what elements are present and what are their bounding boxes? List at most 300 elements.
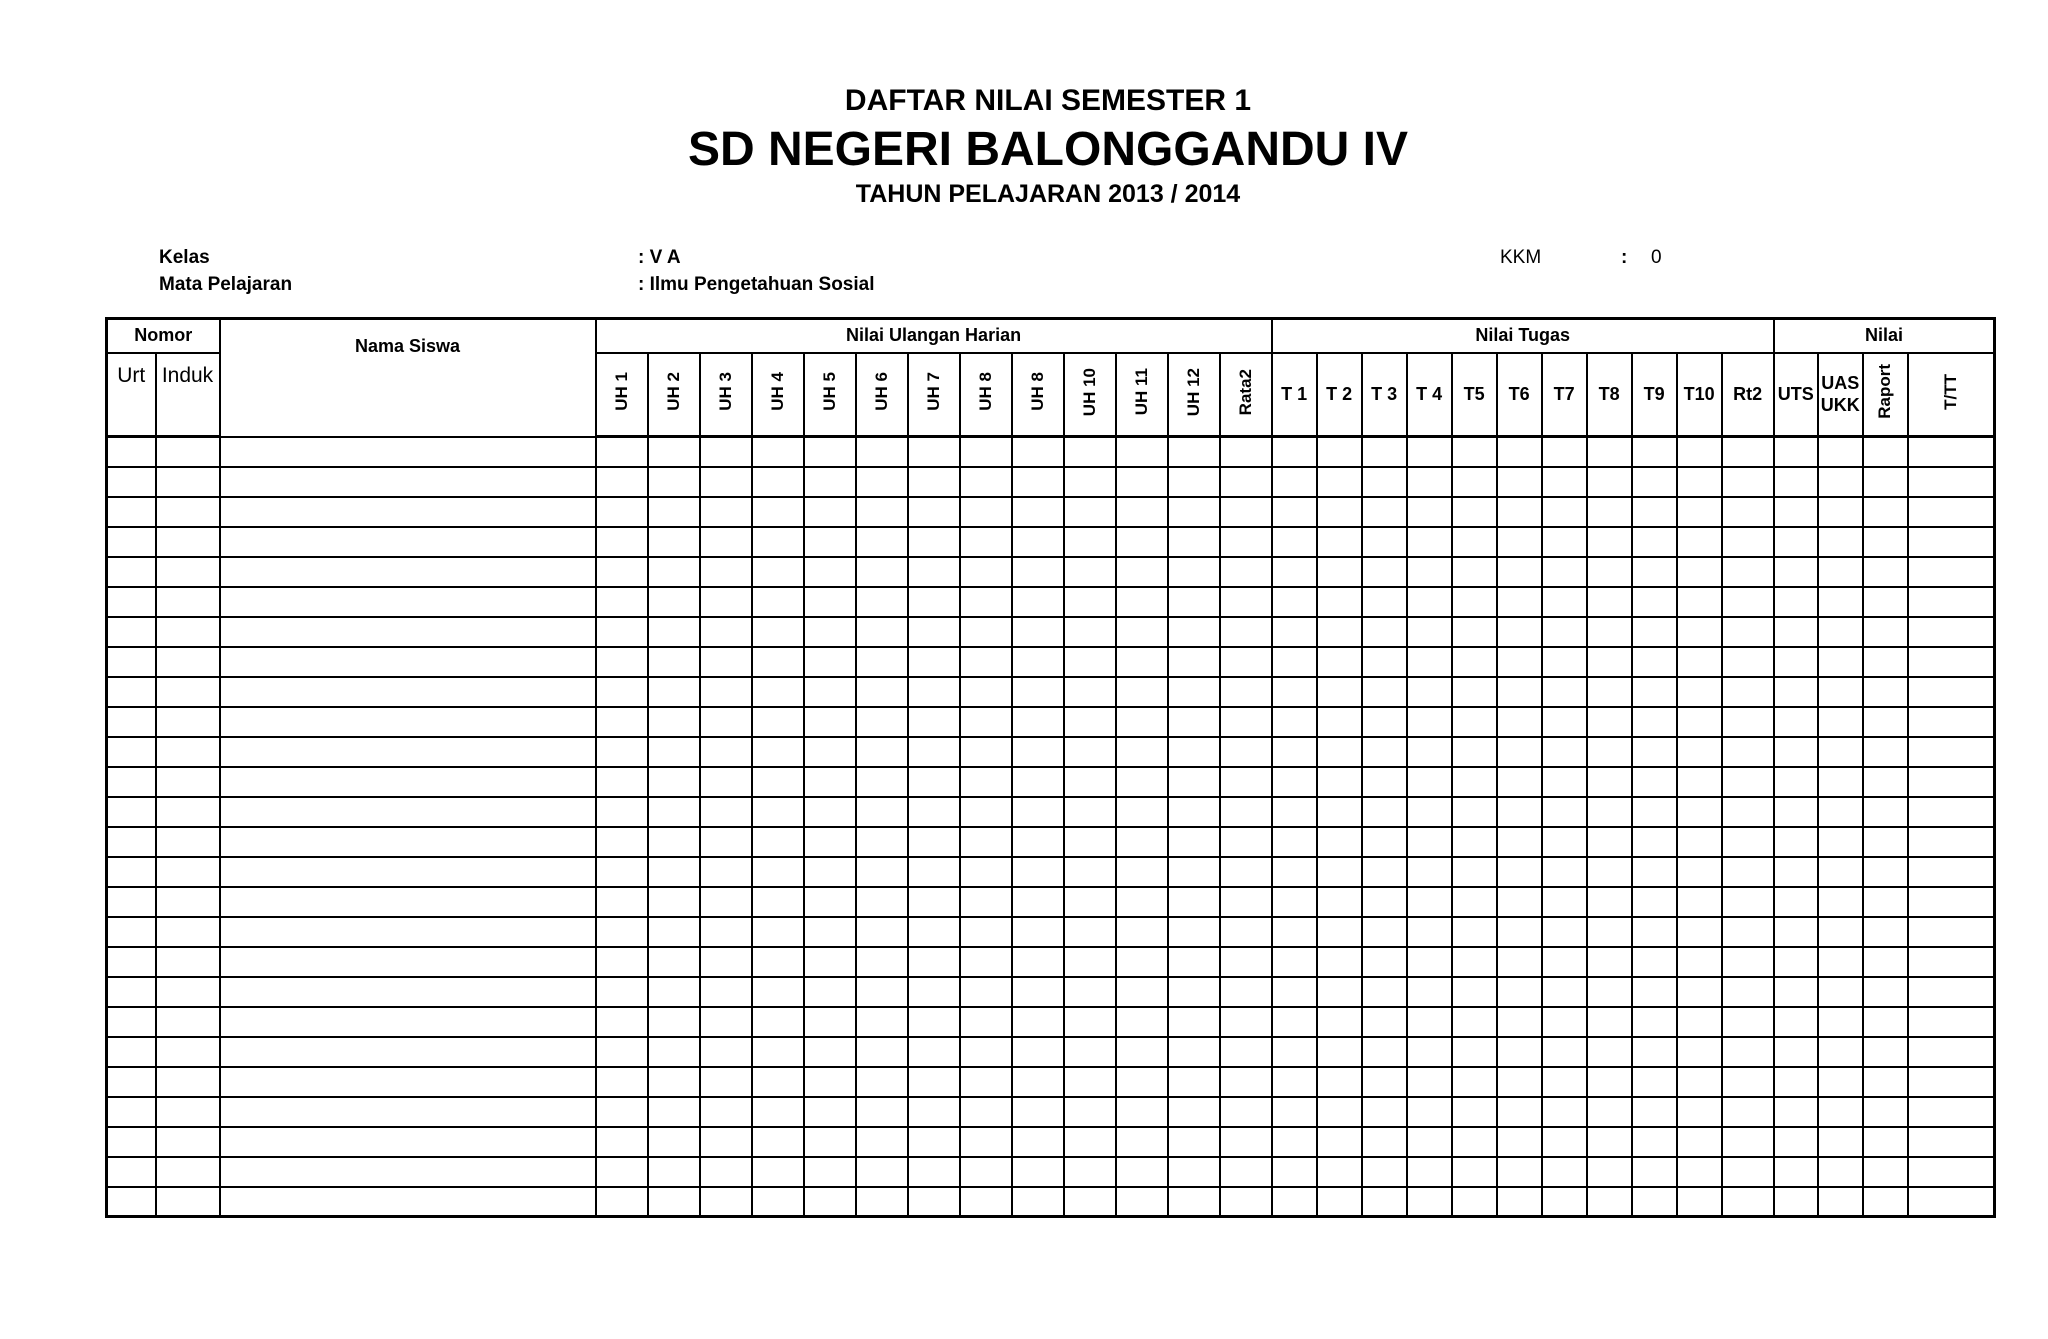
- table-cell[interactable]: [908, 827, 960, 857]
- table-cell[interactable]: [908, 677, 960, 707]
- table-cell[interactable]: [1587, 617, 1632, 647]
- table-cell[interactable]: [1407, 1127, 1452, 1157]
- table-cell[interactable]: [1168, 527, 1220, 557]
- table-cell[interactable]: [856, 707, 908, 737]
- table-cell[interactable]: [107, 1097, 156, 1127]
- table-cell[interactable]: [1317, 857, 1362, 887]
- table-cell[interactable]: [220, 917, 596, 947]
- table-cell[interactable]: [1317, 797, 1362, 827]
- table-cell[interactable]: [1632, 437, 1677, 467]
- table-cell[interactable]: [1908, 797, 1995, 827]
- table-cell[interactable]: [1407, 1187, 1452, 1217]
- table-cell[interactable]: [1863, 917, 1908, 947]
- table-cell[interactable]: [1863, 557, 1908, 587]
- table-cell[interactable]: [1452, 827, 1497, 857]
- table-cell[interactable]: [1064, 617, 1116, 647]
- table-cell[interactable]: [1774, 437, 1818, 467]
- table-cell[interactable]: [1722, 1157, 1774, 1187]
- table-cell[interactable]: [960, 587, 1012, 617]
- table-cell[interactable]: [856, 977, 908, 1007]
- table-cell[interactable]: [596, 437, 648, 467]
- table-cell[interactable]: [1168, 1067, 1220, 1097]
- table-cell[interactable]: [1012, 587, 1064, 617]
- table-cell[interactable]: [648, 647, 700, 677]
- table-cell[interactable]: [752, 1157, 804, 1187]
- table-cell[interactable]: [856, 557, 908, 587]
- table-cell[interactable]: [1064, 557, 1116, 587]
- table-cell[interactable]: [596, 1067, 648, 1097]
- table-cell[interactable]: [156, 977, 220, 1007]
- table-cell[interactable]: [1542, 1067, 1587, 1097]
- table-cell[interactable]: [1863, 527, 1908, 557]
- table-cell[interactable]: [908, 767, 960, 797]
- table-cell[interactable]: [1774, 617, 1818, 647]
- table-cell[interactable]: [1722, 467, 1774, 497]
- table-cell[interactable]: [1908, 1037, 1995, 1067]
- table-cell[interactable]: [1452, 797, 1497, 827]
- table-cell[interactable]: [1220, 1067, 1272, 1097]
- table-cell[interactable]: [856, 1037, 908, 1067]
- table-cell[interactable]: [1774, 467, 1818, 497]
- table-cell[interactable]: [804, 527, 856, 557]
- table-cell[interactable]: [700, 767, 752, 797]
- table-cell[interactable]: [107, 947, 156, 977]
- table-cell[interactable]: [156, 587, 220, 617]
- table-cell[interactable]: [1168, 977, 1220, 1007]
- table-cell[interactable]: [752, 977, 804, 1007]
- table-cell[interactable]: [1587, 917, 1632, 947]
- table-cell[interactable]: [1317, 557, 1362, 587]
- table-cell[interactable]: [960, 977, 1012, 1007]
- table-cell[interactable]: [804, 707, 856, 737]
- table-cell[interactable]: [1116, 1157, 1168, 1187]
- table-cell[interactable]: [1168, 1187, 1220, 1217]
- table-cell[interactable]: [1317, 587, 1362, 617]
- table-cell[interactable]: [700, 647, 752, 677]
- table-cell[interactable]: [1220, 977, 1272, 1007]
- table-cell[interactable]: [1220, 1037, 1272, 1067]
- table-cell[interactable]: [700, 797, 752, 827]
- table-cell[interactable]: [1116, 857, 1168, 887]
- table-cell[interactable]: [1272, 1097, 1317, 1127]
- table-cell[interactable]: [908, 587, 960, 617]
- table-cell[interactable]: [752, 857, 804, 887]
- table-cell[interactable]: [1220, 527, 1272, 557]
- table-cell[interactable]: [596, 467, 648, 497]
- table-cell[interactable]: [1317, 1067, 1362, 1097]
- table-cell[interactable]: [107, 1157, 156, 1187]
- table-cell[interactable]: [700, 557, 752, 587]
- table-cell[interactable]: [1908, 527, 1995, 557]
- table-cell[interactable]: [1064, 527, 1116, 557]
- table-cell[interactable]: [1317, 1127, 1362, 1157]
- table-cell[interactable]: [700, 1157, 752, 1187]
- table-cell[interactable]: [1497, 1037, 1542, 1067]
- table-cell[interactable]: [1908, 737, 1995, 767]
- table-cell[interactable]: [1542, 917, 1587, 947]
- table-cell[interactable]: [1272, 887, 1317, 917]
- table-cell[interactable]: [1407, 1007, 1452, 1037]
- table-cell[interactable]: [1774, 797, 1818, 827]
- table-cell[interactable]: [156, 947, 220, 977]
- table-cell[interactable]: [1452, 767, 1497, 797]
- table-cell[interactable]: [1012, 437, 1064, 467]
- table-cell[interactable]: [1863, 1067, 1908, 1097]
- table-cell[interactable]: [1722, 1037, 1774, 1067]
- table-cell[interactable]: [1722, 797, 1774, 827]
- table-cell[interactable]: [156, 1187, 220, 1217]
- table-cell[interactable]: [804, 617, 856, 647]
- table-cell[interactable]: [1220, 587, 1272, 617]
- table-cell[interactable]: [856, 827, 908, 857]
- table-cell[interactable]: [856, 1127, 908, 1157]
- table-cell[interactable]: [1677, 437, 1722, 467]
- table-cell[interactable]: [752, 1097, 804, 1127]
- table-cell[interactable]: [700, 1067, 752, 1097]
- table-cell[interactable]: [1116, 617, 1168, 647]
- table-cell[interactable]: [908, 497, 960, 527]
- table-cell[interactable]: [1317, 827, 1362, 857]
- table-cell[interactable]: [856, 1187, 908, 1217]
- table-cell[interactable]: [856, 797, 908, 827]
- table-cell[interactable]: [1012, 1007, 1064, 1037]
- table-cell[interactable]: [1116, 887, 1168, 917]
- table-cell[interactable]: [156, 1157, 220, 1187]
- table-cell[interactable]: [908, 1127, 960, 1157]
- table-cell[interactable]: [1272, 437, 1317, 467]
- table-cell[interactable]: [1497, 707, 1542, 737]
- table-cell[interactable]: [1542, 467, 1587, 497]
- table-cell[interactable]: [156, 647, 220, 677]
- table-cell[interactable]: [908, 707, 960, 737]
- table-cell[interactable]: [156, 1037, 220, 1067]
- table-cell[interactable]: [1168, 827, 1220, 857]
- table-cell[interactable]: [596, 497, 648, 527]
- table-cell[interactable]: [1677, 707, 1722, 737]
- table-cell[interactable]: [648, 887, 700, 917]
- table-cell[interactable]: [1542, 617, 1587, 647]
- table-cell[interactable]: [1362, 857, 1407, 887]
- table-cell[interactable]: [804, 977, 856, 1007]
- table-cell[interactable]: [1587, 1037, 1632, 1067]
- table-cell[interactable]: [1012, 527, 1064, 557]
- table-cell[interactable]: [1722, 887, 1774, 917]
- table-cell[interactable]: [596, 737, 648, 767]
- table-cell[interactable]: [1774, 587, 1818, 617]
- table-cell[interactable]: [1677, 467, 1722, 497]
- table-cell[interactable]: [700, 1097, 752, 1127]
- table-cell[interactable]: [1774, 947, 1818, 977]
- table-cell[interactable]: [1722, 1127, 1774, 1157]
- table-cell[interactable]: [648, 1127, 700, 1157]
- table-cell[interactable]: [804, 557, 856, 587]
- table-cell[interactable]: [1362, 677, 1407, 707]
- table-cell[interactable]: [1818, 1097, 1863, 1127]
- table-cell[interactable]: [1677, 977, 1722, 1007]
- table-cell[interactable]: [1272, 587, 1317, 617]
- table-cell[interactable]: [1317, 1037, 1362, 1067]
- table-cell[interactable]: [908, 617, 960, 647]
- table-cell[interactable]: [107, 1037, 156, 1067]
- table-cell[interactable]: [1362, 1007, 1407, 1037]
- table-cell[interactable]: [908, 557, 960, 587]
- table-cell[interactable]: [1722, 737, 1774, 767]
- table-cell[interactable]: [752, 1127, 804, 1157]
- table-cell[interactable]: [804, 827, 856, 857]
- table-cell[interactable]: [1774, 857, 1818, 887]
- table-cell[interactable]: [1818, 467, 1863, 497]
- table-cell[interactable]: [156, 887, 220, 917]
- table-cell[interactable]: [648, 767, 700, 797]
- table-cell[interactable]: [1818, 437, 1863, 467]
- table-cell[interactable]: [1774, 647, 1818, 677]
- table-cell[interactable]: [220, 497, 596, 527]
- table-cell[interactable]: [752, 707, 804, 737]
- table-cell[interactable]: [1722, 587, 1774, 617]
- table-cell[interactable]: [596, 1037, 648, 1067]
- table-cell[interactable]: [220, 797, 596, 827]
- table-cell[interactable]: [1908, 467, 1995, 497]
- table-cell[interactable]: [1317, 887, 1362, 917]
- table-cell[interactable]: [960, 497, 1012, 527]
- table-cell[interactable]: [648, 527, 700, 557]
- table-cell[interactable]: [1452, 647, 1497, 677]
- table-cell[interactable]: [1064, 767, 1116, 797]
- table-cell[interactable]: [220, 887, 596, 917]
- table-cell[interactable]: [1168, 1007, 1220, 1037]
- table-cell[interactable]: [1722, 1007, 1774, 1037]
- table-cell[interactable]: [700, 1127, 752, 1157]
- table-cell[interactable]: [856, 857, 908, 887]
- table-cell[interactable]: [908, 1157, 960, 1187]
- table-cell[interactable]: [1012, 977, 1064, 1007]
- table-cell[interactable]: [1542, 497, 1587, 527]
- table-cell[interactable]: [596, 587, 648, 617]
- table-cell[interactable]: [1012, 707, 1064, 737]
- table-cell[interactable]: [1908, 707, 1995, 737]
- table-cell[interactable]: [1116, 467, 1168, 497]
- table-cell[interactable]: [220, 1097, 596, 1127]
- table-cell[interactable]: [960, 467, 1012, 497]
- table-cell[interactable]: [804, 497, 856, 527]
- table-cell[interactable]: [1272, 557, 1317, 587]
- table-cell[interactable]: [1116, 497, 1168, 527]
- table-cell[interactable]: [1272, 527, 1317, 557]
- table-cell[interactable]: [700, 1187, 752, 1217]
- table-cell[interactable]: [1064, 737, 1116, 767]
- table-cell[interactable]: [1012, 947, 1064, 977]
- table-cell[interactable]: [1722, 1097, 1774, 1127]
- table-cell[interactable]: [1452, 617, 1497, 647]
- table-cell[interactable]: [804, 1187, 856, 1217]
- table-cell[interactable]: [1774, 1067, 1818, 1097]
- table-cell[interactable]: [107, 677, 156, 707]
- table-cell[interactable]: [107, 1127, 156, 1157]
- table-cell[interactable]: [1168, 767, 1220, 797]
- table-cell[interactable]: [960, 1097, 1012, 1127]
- table-cell[interactable]: [1407, 617, 1452, 647]
- table-cell[interactable]: [752, 437, 804, 467]
- table-cell[interactable]: [700, 857, 752, 887]
- table-cell[interactable]: [960, 617, 1012, 647]
- table-cell[interactable]: [1542, 587, 1587, 617]
- table-cell[interactable]: [1116, 917, 1168, 947]
- table-cell[interactable]: [1064, 857, 1116, 887]
- table-cell[interactable]: [596, 887, 648, 917]
- table-cell[interactable]: [1116, 737, 1168, 767]
- table-cell[interactable]: [1220, 887, 1272, 917]
- table-cell[interactable]: [1542, 797, 1587, 827]
- table-cell[interactable]: [220, 557, 596, 587]
- table-cell[interactable]: [1677, 497, 1722, 527]
- table-cell[interactable]: [1452, 437, 1497, 467]
- table-cell[interactable]: [1407, 857, 1452, 887]
- table-cell[interactable]: [1168, 1127, 1220, 1157]
- table-cell[interactable]: [1168, 647, 1220, 677]
- table-cell[interactable]: [1220, 617, 1272, 647]
- table-cell[interactable]: [1542, 887, 1587, 917]
- table-cell[interactable]: [1632, 737, 1677, 767]
- table-cell[interactable]: [700, 1037, 752, 1067]
- table-cell[interactable]: [1722, 767, 1774, 797]
- table-cell[interactable]: [1863, 887, 1908, 917]
- table-cell[interactable]: [1362, 797, 1407, 827]
- table-cell[interactable]: [804, 1067, 856, 1097]
- table-cell[interactable]: [1012, 857, 1064, 887]
- table-cell[interactable]: [1407, 947, 1452, 977]
- table-cell[interactable]: [752, 557, 804, 587]
- table-cell[interactable]: [107, 887, 156, 917]
- table-cell[interactable]: [856, 1067, 908, 1097]
- table-cell[interactable]: [752, 887, 804, 917]
- table-cell[interactable]: [1407, 797, 1452, 827]
- table-cell[interactable]: [1774, 1097, 1818, 1127]
- table-cell[interactable]: [1774, 497, 1818, 527]
- table-cell[interactable]: [752, 797, 804, 827]
- table-cell[interactable]: [1012, 827, 1064, 857]
- table-cell[interactable]: [1168, 797, 1220, 827]
- table-cell[interactable]: [1012, 1127, 1064, 1157]
- table-cell[interactable]: [1632, 647, 1677, 677]
- table-cell[interactable]: [1168, 1157, 1220, 1187]
- table-cell[interactable]: [1774, 1037, 1818, 1067]
- table-cell[interactable]: [1677, 917, 1722, 947]
- table-cell[interactable]: [700, 917, 752, 947]
- table-cell[interactable]: [596, 1157, 648, 1187]
- table-cell[interactable]: [1272, 917, 1317, 947]
- table-cell[interactable]: [1774, 527, 1818, 557]
- table-cell[interactable]: [1863, 437, 1908, 467]
- table-cell[interactable]: [107, 1067, 156, 1097]
- table-cell[interactable]: [1116, 557, 1168, 587]
- table-cell[interactable]: [156, 617, 220, 647]
- table-cell[interactable]: [156, 497, 220, 527]
- table-cell[interactable]: [648, 1157, 700, 1187]
- table-cell[interactable]: [1542, 857, 1587, 887]
- table-cell[interactable]: [960, 767, 1012, 797]
- table-cell[interactable]: [1677, 557, 1722, 587]
- table-cell[interactable]: [1012, 767, 1064, 797]
- table-cell[interactable]: [1362, 527, 1407, 557]
- table-cell[interactable]: [1317, 977, 1362, 1007]
- table-cell[interactable]: [1632, 797, 1677, 827]
- table-cell[interactable]: [1012, 677, 1064, 707]
- table-cell[interactable]: [700, 827, 752, 857]
- table-cell[interactable]: [1272, 977, 1317, 1007]
- table-cell[interactable]: [1587, 1067, 1632, 1097]
- table-cell[interactable]: [1362, 1097, 1407, 1127]
- table-cell[interactable]: [908, 1187, 960, 1217]
- table-cell[interactable]: [1064, 1067, 1116, 1097]
- table-cell[interactable]: [1722, 677, 1774, 707]
- table-cell[interactable]: [1587, 1187, 1632, 1217]
- table-cell[interactable]: [1632, 1187, 1677, 1217]
- table-cell[interactable]: [1722, 827, 1774, 857]
- table-cell[interactable]: [1818, 857, 1863, 887]
- table-cell[interactable]: [908, 1067, 960, 1097]
- table-cell[interactable]: [1677, 1037, 1722, 1067]
- table-cell[interactable]: [1452, 947, 1497, 977]
- table-cell[interactable]: [1116, 1097, 1168, 1127]
- table-cell[interactable]: [1497, 797, 1542, 827]
- table-cell[interactable]: [1064, 977, 1116, 1007]
- table-cell[interactable]: [648, 737, 700, 767]
- table-cell[interactable]: [1863, 797, 1908, 827]
- table-cell[interactable]: [1587, 1097, 1632, 1127]
- table-cell[interactable]: [648, 1037, 700, 1067]
- table-cell[interactable]: [960, 557, 1012, 587]
- table-cell[interactable]: [1272, 947, 1317, 977]
- table-cell[interactable]: [1362, 587, 1407, 617]
- table-cell[interactable]: [648, 437, 700, 467]
- table-cell[interactable]: [752, 527, 804, 557]
- table-cell[interactable]: [1407, 587, 1452, 617]
- table-cell[interactable]: [908, 1097, 960, 1127]
- table-cell[interactable]: [1587, 647, 1632, 677]
- table-cell[interactable]: [856, 677, 908, 707]
- table-cell[interactable]: [1064, 1037, 1116, 1067]
- table-cell[interactable]: [752, 917, 804, 947]
- table-cell[interactable]: [1722, 647, 1774, 677]
- table-cell[interactable]: [960, 1037, 1012, 1067]
- table-cell[interactable]: [1220, 1097, 1272, 1127]
- table-cell[interactable]: [1012, 497, 1064, 527]
- table-cell[interactable]: [752, 1187, 804, 1217]
- table-cell[interactable]: [1587, 977, 1632, 1007]
- table-cell[interactable]: [960, 1157, 1012, 1187]
- table-cell[interactable]: [1012, 737, 1064, 767]
- table-cell[interactable]: [1064, 947, 1116, 977]
- table-cell[interactable]: [107, 827, 156, 857]
- table-cell[interactable]: [752, 677, 804, 707]
- table-cell[interactable]: [1542, 1007, 1587, 1037]
- table-cell[interactable]: [1497, 1187, 1542, 1217]
- table-cell[interactable]: [1168, 497, 1220, 527]
- table-cell[interactable]: [1064, 797, 1116, 827]
- table-cell[interactable]: [1407, 767, 1452, 797]
- table-cell[interactable]: [1168, 947, 1220, 977]
- table-cell[interactable]: [156, 677, 220, 707]
- table-cell[interactable]: [1317, 1097, 1362, 1127]
- table-cell[interactable]: [1064, 1157, 1116, 1187]
- table-cell[interactable]: [1064, 1097, 1116, 1127]
- table-cell[interactable]: [156, 1097, 220, 1127]
- table-cell[interactable]: [1220, 647, 1272, 677]
- table-cell[interactable]: [1677, 617, 1722, 647]
- table-cell[interactable]: [1677, 677, 1722, 707]
- table-cell[interactable]: [1220, 467, 1272, 497]
- table-cell[interactable]: [1863, 737, 1908, 767]
